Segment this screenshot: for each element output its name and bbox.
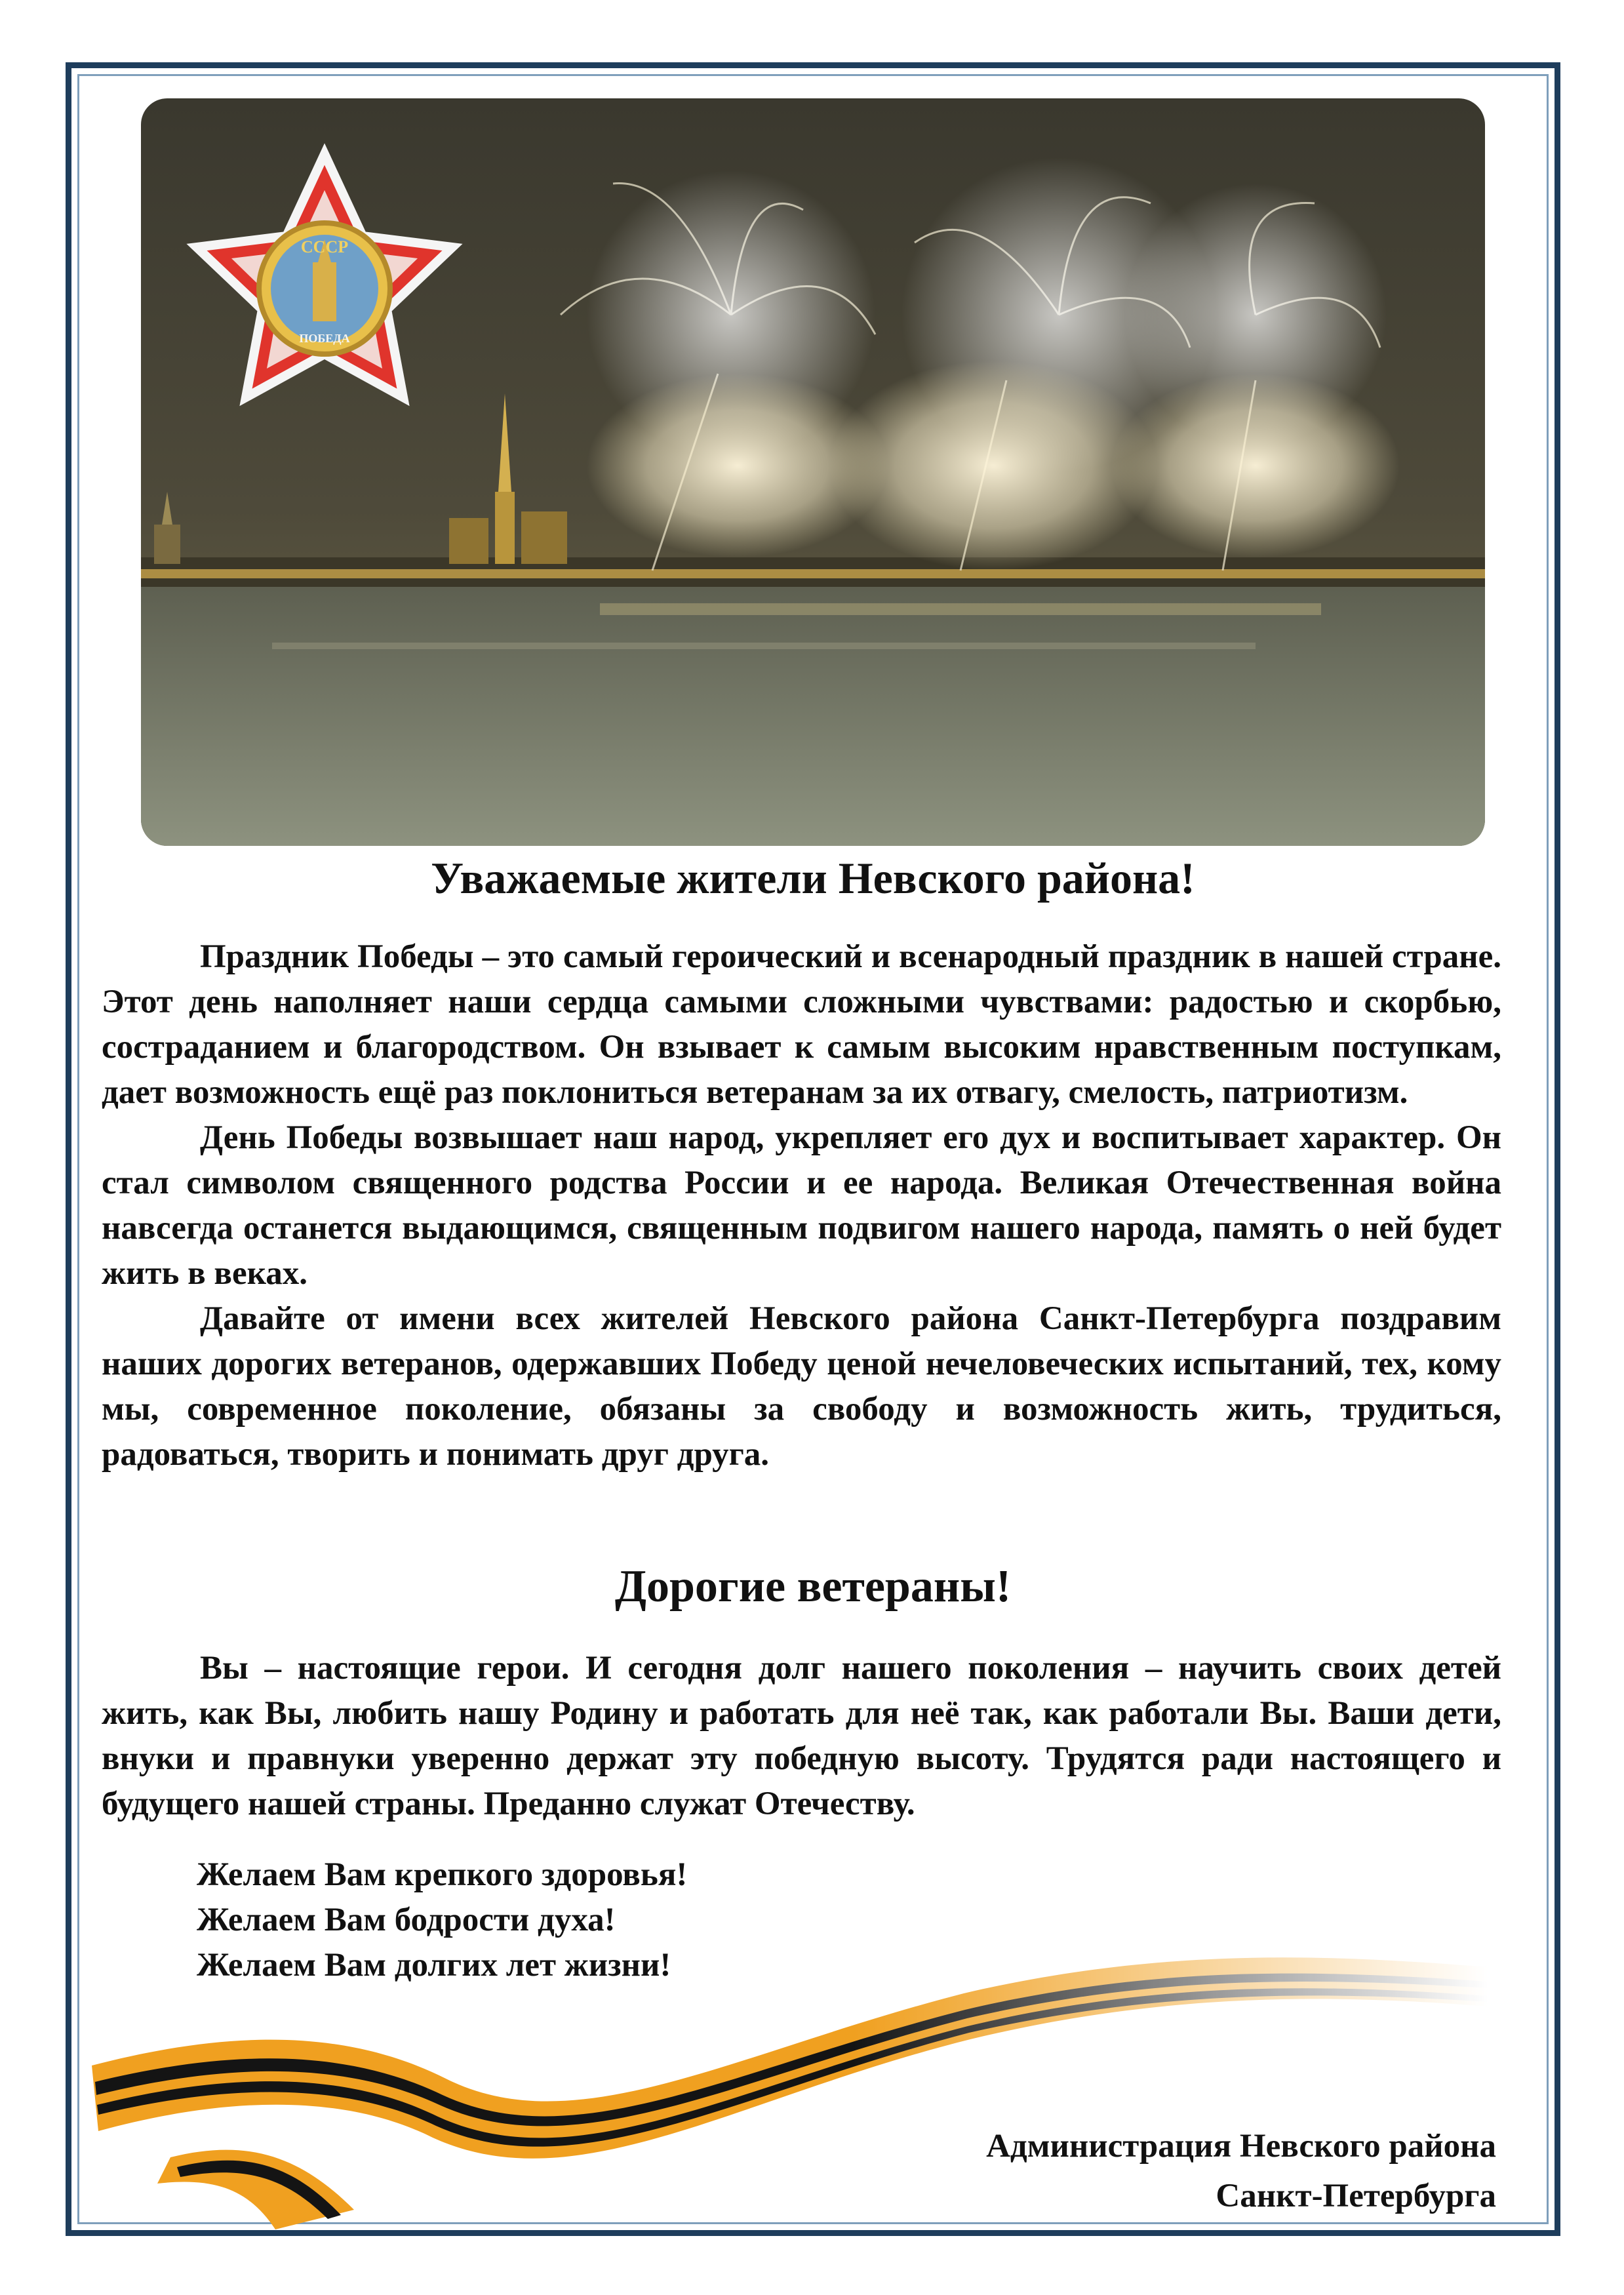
greeting-paragraph-1: Праздник Победы – это самый героический и всенародный праздник в нашей стране. Этот день наполняет наши сердца самыми сложными чувствами: радостью и скорбью, состраданием и благородством. Он взывает к самым высоким нравственным поступкам, дает возможность ещё раз поклониться ветеранам за их отвагу, смелость, патриотизм. — [102, 938, 1501, 1111]
signature-line-1: Администрация Невского района — [986, 2128, 1496, 2165]
greeting-body — [102, 934, 1501, 1477]
wish-long-life: Желаем Вам долгих лет жизни! — [197, 1947, 671, 1984]
wish-health: Желаем Вам крепкого здоровья! — [197, 1856, 688, 1893]
greeting-paragraph-2: День Победы возвышает наш народ, укрепляет его дух и воспитывает характер. Он стал символом священного родства России и ее народа. Великая Отечественная война навсегда останется выдающимся, священным подвигом нашего народа, память о ней будет жить в веках. — [102, 1119, 1501, 1292]
greeting-heading: Уважаемые жители Невского района! — [431, 853, 1195, 903]
veterans-heading: Дорогие ветераны! — [614, 1561, 1012, 1612]
signature-line-2: Санкт-Петербурга — [1216, 2178, 1496, 2214]
fireworks-over-neva-illustration — [141, 98, 1485, 846]
order-ribbon-text: ПОБЕДА — [299, 332, 350, 345]
order-emblem-text: СССР — [300, 237, 349, 256]
greeting-paragraph-3: Давайте от имени всех жителей Невского района Санкт-Петербурга поздравим наших дорогих ветеранов, одержавших Победу ценой нечеловеческих испытаний, тех, кому мы, современное поколение, обязаны за свободу и возможность жить, трудиться, радоваться, творить и понимать друг друга. — [102, 1300, 1501, 1473]
veterans-paragraph-1: Вы – настоящие герои. И сегодня долг нашего поколения – научить своих детей жить, как Вы, любить нашу Родину и работать для неё так, как работали Вы. Ваши дети, внуки и правнуки уверенно держат эту победную высоту. Трудятся ради настоящего и будущего нашей страны. Преданно служат Отечеству. — [102, 1650, 1501, 1822]
veterans-body — [102, 1646, 1501, 1827]
fireworks-banner-image — [141, 98, 1485, 846]
wish-spirit: Желаем Вам бодрости духа! — [197, 1902, 616, 1938]
signature-block — [986, 2121, 1496, 2221]
